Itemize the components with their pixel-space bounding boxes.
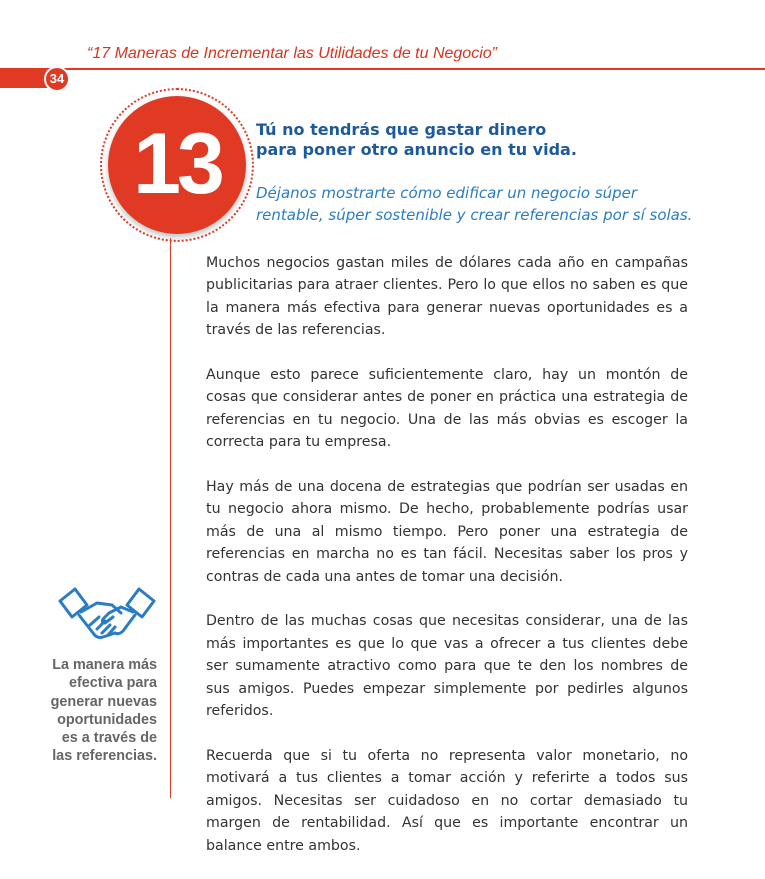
quote-line: efectiva para (69, 675, 157, 692)
sidebar-divider (170, 238, 171, 798)
subheadline-line: rentable, súper sostenible y crear referencias por sí solas. (256, 206, 693, 224)
body-paragraph: Muchos negocios gastan miles de dólares cada año en campañas publicitarias para atraer clientes. Pero lo que ellos no saben es que la manera más efectiva para generar nuevas oportunidades es a través de las referencias. (206, 255, 688, 339)
chapter-number: 13 (108, 96, 246, 234)
quote-line: es a través de (61, 730, 157, 747)
headline-line: para poner otro anuncio en tu vida. (256, 140, 577, 159)
body-paragraph: Aunque esto parece suficientemente claro, hay un montón de cosas que considerar antes de poner en práctica una estrategia de referencias en tu negocio. Una de las más obvias es escoger la correcta para tu empresa. (206, 367, 688, 451)
chapter-subheadline (256, 182, 696, 226)
quote-line: oportunidades (57, 711, 157, 728)
body-text (206, 252, 688, 879)
sidebar-pull-quote (22, 656, 157, 766)
quote-line: generar nuevas (50, 693, 157, 710)
body-paragraph: Recuerda que si tu oferta no representa valor monetario, no motivará a tus clientes a tomar acción y referirte a todos sus amigos. Necesitas ser cuidadoso en no cortar demasiado tu margen de rentabilidad. Así que es importante encontrar un balance entre ambos. (206, 747, 688, 854)
quote-line: La manera más (52, 657, 157, 673)
headline-line: Tú no tendrás que gastar dinero (256, 120, 547, 139)
header-rule (0, 68, 765, 70)
body-paragraph: Dentro de las muchas cosas que necesitas considerar, una de las más importantes es que lo que vas a ofrecer a tus clientes debe ser sumamente atractivo como para que te den los nombres de sus amigos. Puedes empezar simplemente por pedirles algunos referidos. (206, 613, 688, 720)
page-number-badge: 34 (44, 66, 70, 92)
body-paragraph: Hay más de una docena de estrategias que podrían ser usadas en tu negocio ahora mismo. De hecho, probablemente podrías usar más de una al mismo tiempo. Pero poner una estrategia de referencias en marcha no es tan fácil. Necesitas saber los pros y contras de cada una antes de tomar una decisión. (206, 479, 688, 585)
handshake-icon (57, 585, 157, 647)
chapter-headline (256, 120, 686, 160)
quote-line: las referencias. (52, 748, 157, 765)
subheadline-line: Déjanos mostrarte cómo edificar un negocio súper (256, 184, 638, 202)
running-header-title: “17 Maneras de Incrementar las Utilidades de tu Negocio” (87, 45, 497, 62)
